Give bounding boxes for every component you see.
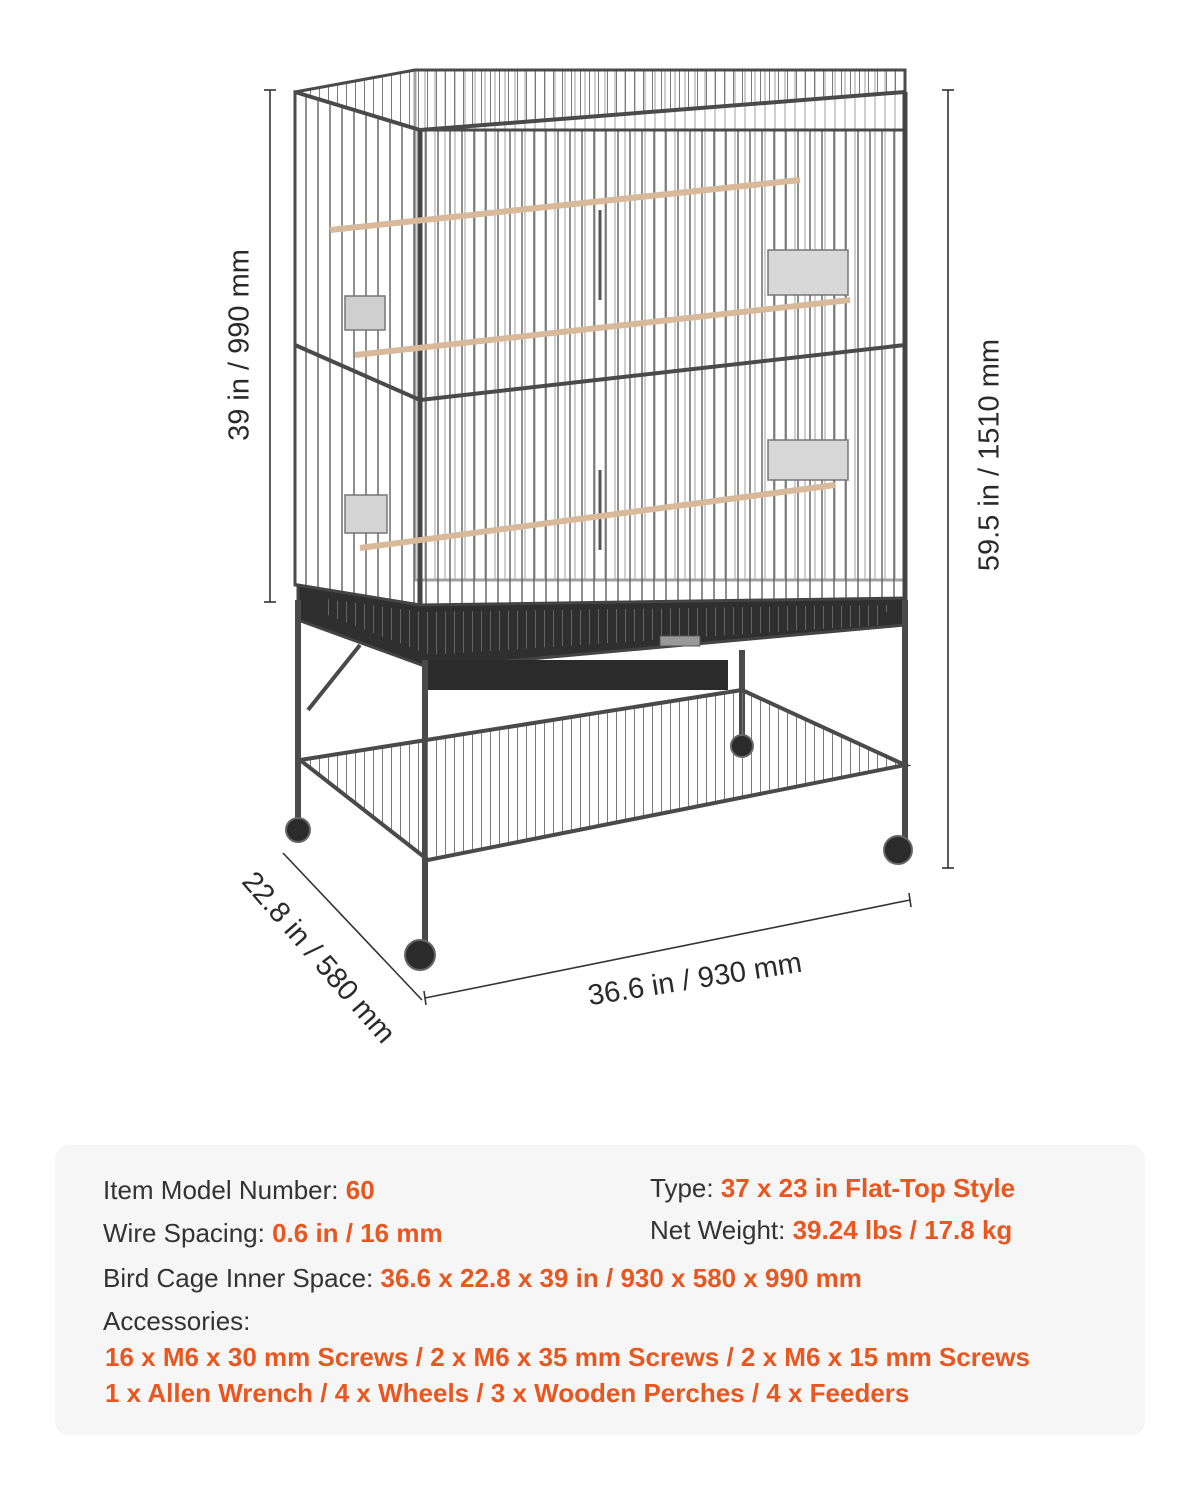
spec-model-row [103, 1175, 375, 1206]
spec-type-value: 37 x 23 in Flat-Top Style [720, 1173, 1016, 1203]
spec-weight-row [650, 1215, 1012, 1246]
spec-accessories-line1: 16 x M6 x 30 mm Screws / 2 x M6 x 35 mm Screws / 2 x M6 x 15 mm Screws [105, 1342, 1030, 1372]
spec-model-label: Item Model Number: [103, 1175, 339, 1205]
spec-inner-row [103, 1263, 862, 1294]
spec-wire-row [103, 1218, 443, 1249]
spec-type-label: Type: [650, 1173, 714, 1203]
spec-type-row [650, 1173, 1015, 1204]
spec-model-value: 60 [345, 1175, 375, 1205]
dimension-depth: 22.8 in / 580 mm [235, 865, 402, 1050]
spec-card [55, 1145, 1145, 1435]
spec-wire-label: Wire Spacing: [103, 1218, 265, 1248]
dimension-height-total: 59.5 in / 1510 mm [973, 338, 1006, 572]
spec-inner-label: Bird Cage Inner Space: [103, 1263, 374, 1293]
spec-accessories-label: Accessories: [103, 1306, 251, 1336]
lower-shelf [300, 690, 905, 860]
spec-inner-value: 36.6 x 22.8 x 39 in / 930 x 580 x 990 mm [380, 1263, 862, 1293]
dimension-width: 36.6 in / 930 mm [585, 946, 805, 1013]
spec-wire-value: 0.6 in / 16 mm [272, 1218, 443, 1248]
spec-weight-label: Net Weight: [650, 1215, 786, 1245]
dimension-height-cage: 39 in / 990 mm [223, 249, 256, 441]
spec-weight-value: 39.24 lbs / 17.8 kg [792, 1215, 1013, 1245]
spec-accessories-line2: 1 x Allen Wrench / 4 x Wheels / 3 x Wooden Perches / 4 x Feeders [105, 1378, 910, 1408]
